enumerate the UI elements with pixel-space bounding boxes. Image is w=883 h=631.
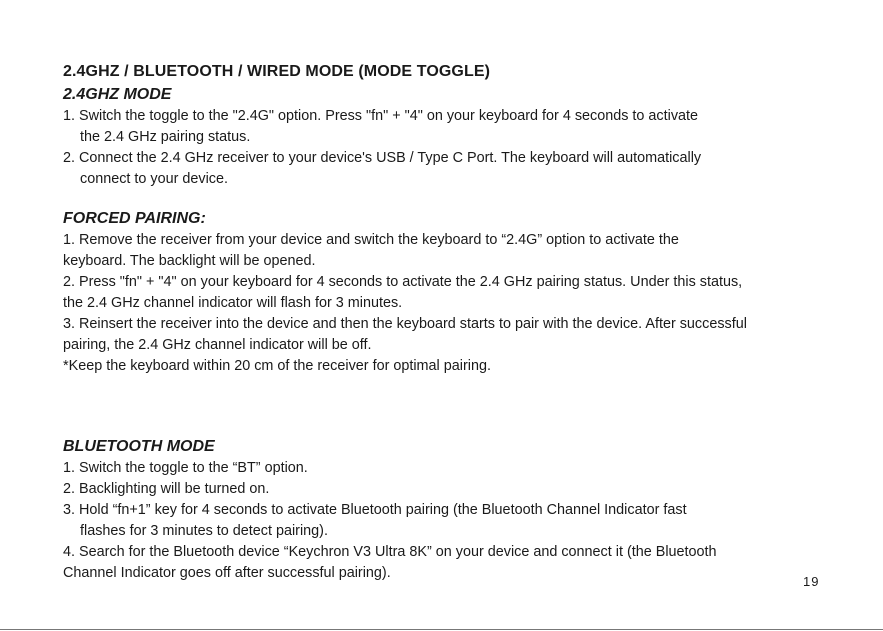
instruction-line: 2. Press "fn" + "4" on your keyboard for 4 seconds to activate the 2.4 GHz pairing status. Under this status, xyxy=(63,274,743,290)
instruction-line: 2. Connect the 2.4 GHz receiver to your device's USB / Type C Port. The keyboard will automatically xyxy=(63,150,702,166)
instruction-line: 3. Hold “fn+1” key for 4 seconds to activate Bluetooth pairing (the Bluetooth Channel Indicator fast xyxy=(63,502,687,518)
manual-page xyxy=(63,60,853,584)
instruction-line: 2. Backlighting will be turned on. xyxy=(63,481,270,497)
instruction-line: flashes for 3 minutes to detect pairing). xyxy=(80,523,328,539)
instruction-line: 1. Switch the toggle to the "2.4G" option. Press "fn" + "4" on your keyboard for 4 seconds to activate xyxy=(63,108,699,124)
instruction-line: connect to your device. xyxy=(80,171,228,187)
pairing-note: *Keep the keyboard within 20 cm of the receiver for optimal pairing. xyxy=(63,358,491,374)
instruction-line: 1. Remove the receiver from your device and switch the keyboard to “2.4G” option to activate the xyxy=(63,232,679,248)
instruction-line: 1. Switch the toggle to the “BT” option. xyxy=(63,460,308,476)
instruction-line: pairing, the 2.4 GHz channel indicator will be off. xyxy=(63,337,372,353)
instruction-line: 3. Reinsert the receiver into the device and then the keyboard starts to pair with the device. After successful xyxy=(63,316,747,332)
instruction-line: Channel Indicator goes off after successful pairing). xyxy=(63,565,391,581)
section-heading-bluetooth: BLUETOOTH MODE xyxy=(63,438,215,455)
instruction-line: the 2.4 GHz channel indicator will flash for 3 minutes. xyxy=(63,295,403,311)
instruction-line: 4. Search for the Bluetooth device “Keychron V3 Ultra 8K” on your device and connect it (the Bluetooth xyxy=(63,544,717,560)
section-forced-pairing xyxy=(63,208,853,377)
instruction-line: keyboard. The backlight will be opened. xyxy=(63,253,316,269)
page-title: 2.4GHZ / BLUETOOTH / WIRED MODE (MODE TOGGLE) xyxy=(63,63,491,80)
section-heading-24ghz: 2.4GHZ MODE xyxy=(63,86,172,103)
section-heading-forced-pairing: FORCED PAIRING: xyxy=(63,210,206,227)
instruction-line: the 2.4 GHz pairing status. xyxy=(80,129,251,145)
section-24ghz-mode xyxy=(63,84,853,190)
page-number: 19 xyxy=(803,574,820,589)
bottom-divider xyxy=(0,629,883,630)
section-bluetooth-mode xyxy=(63,436,853,584)
